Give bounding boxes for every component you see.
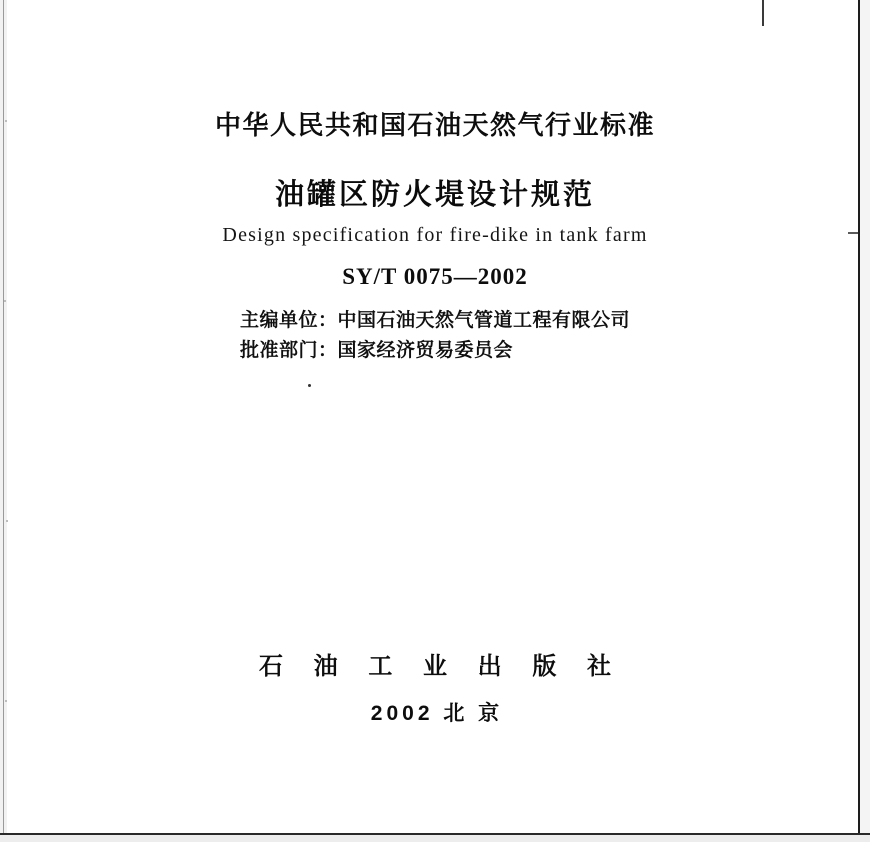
english-title: Design specification for fire-dike in tank farm bbox=[222, 224, 648, 246]
publication-info: 2002 北 京 bbox=[370, 702, 504, 725]
series-title: 中华人民共和国石油天然气行业标准 bbox=[214, 110, 655, 140]
approving-department: 批准部门：国家经济贸易委员会 bbox=[239, 340, 513, 361]
page-title: 油罐区防火堤设计规范 bbox=[274, 179, 595, 211]
editing-organization: 主编单位：中国石油天然气管道工程有限公司 bbox=[239, 310, 630, 331]
organization-block bbox=[0, 306, 870, 366]
standard-code: SY/T 0075—2002 bbox=[342, 264, 528, 289]
publisher-name: 石 油 工 业 出 版 社 bbox=[258, 653, 623, 680]
page-artifact-dot bbox=[308, 384, 311, 387]
